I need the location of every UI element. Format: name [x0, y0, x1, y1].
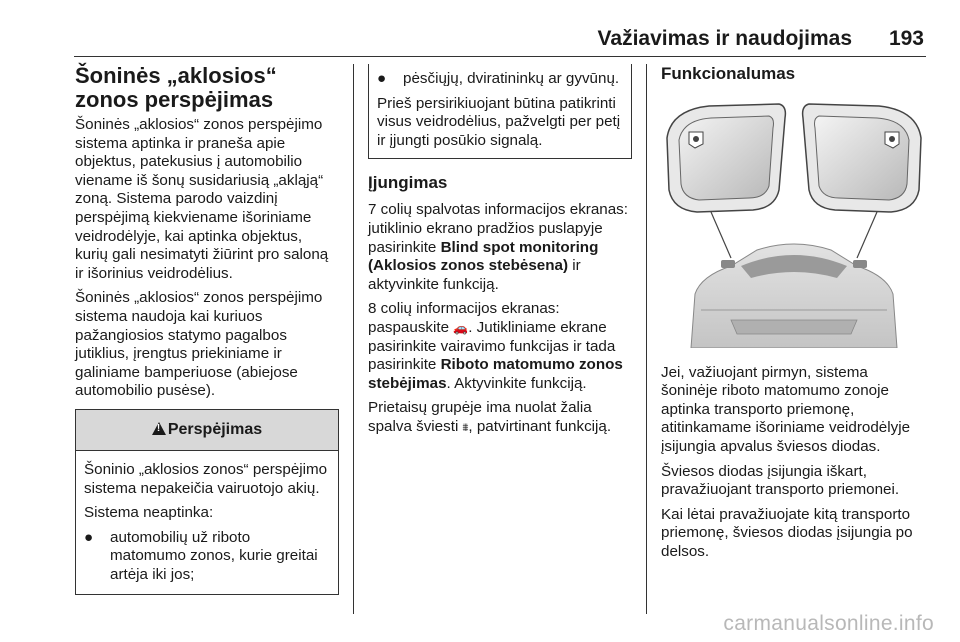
text-run: Prietaisų grupėje ima nuolat žalia spalva šviesti — [368, 399, 592, 435]
menu-label: Riboto matomumo zonos stebėjimas — [368, 356, 623, 392]
paragraph — [368, 300, 632, 393]
text-run: ir aktyvinkite funkciją. — [368, 257, 581, 293]
section-heading: Funkcionalumas — [661, 64, 796, 83]
paragraph — [368, 201, 632, 294]
right-mirror-icon — [803, 104, 921, 212]
watermark: carmanualsonline.info — [723, 612, 934, 635]
list-item — [84, 529, 330, 585]
column-divider-2 — [646, 64, 647, 614]
warning-body — [76, 451, 338, 595]
section-heading: Įjungimas — [368, 173, 448, 193]
paragraph: Sistema neaptinka: — [84, 504, 214, 522]
header-rule — [74, 56, 926, 57]
warning-triangle-icon — [152, 422, 166, 435]
text-run: . Jutikliniame ekrane pasirinkite vairavimo funkcijas ir tada pasirinkite — [368, 318, 616, 374]
page-number: 193 — [888, 27, 924, 50]
mirror-illustration — [661, 98, 927, 348]
paragraph: Šoninės „aklosios“ zonos perspėjimo sistema naudoja kai kuriuos pažangiosios statymo pagalbos jutiklius, įrengtus priekiniame ir galiniame bamperiuose (abiejose automobilio pusėse). — [75, 289, 323, 400]
column-divider-1 — [353, 64, 354, 614]
warning-continuation-box — [368, 64, 632, 159]
list-item — [377, 70, 623, 89]
blind-spot-icon: ⩩ — [462, 421, 469, 434]
paragraph: Kai lėtai pravažiuojate kitą transporto priemonę, šviesos diodas įsijungia po delsos. — [661, 505, 913, 560]
paragraph — [368, 399, 632, 437]
column-1 — [75, 64, 339, 595]
warning-title: Perspėjimas — [167, 420, 263, 438]
paragraph: Šoninio „aklosios zonos“ perspėjimo sistema nepakeičia vairuotojo akių. — [84, 460, 328, 497]
section-title: Šoninės „aklosios“ zonos perspėjimas — [75, 63, 277, 112]
car-icon — [691, 244, 897, 348]
paragraph: Prieš persirikiuojant būtina patikrinti visus veidrodėlius, pažvelgti per petį ir įjungti posūkio signalą. — [377, 94, 621, 149]
page-header — [0, 0, 960, 58]
warning-header — [76, 410, 338, 451]
header-title: Važiavimas ir naudojimas — [597, 27, 852, 50]
paragraph: Šviesos diodas įsijungia iškart, pravažiuojant transporto priemonei. — [661, 462, 900, 499]
bullet-icon: ● — [377, 70, 387, 87]
left-mirror-icon — [667, 104, 785, 212]
bullet-icon: ● — [84, 528, 94, 546]
text-run: . Aktyvinkite funkciją. — [446, 374, 587, 392]
list-item-text: automobilių už riboto matomumo zonos, kurie greitai artėja iki jos; — [110, 528, 318, 583]
text-run: 8 colių informacijos ekranas: paspauskite — [368, 300, 560, 336]
paragraph: Šoninės „aklosios“ zonos perspėjimo sistema aptinka ir praneša apie objektus, patekusius į automobilio viename iš šonų susidariusią „akląją“ zoną. Sistema parodo vaizdinį perspėjimą kiekviename išoriniame veidrodėlyje, kai aptinka objektus, kurių gali nesimatyti žiūrint pro saloną ir išorinius veidrodėlius. — [75, 116, 329, 282]
column-2 — [368, 64, 632, 444]
warning-box — [75, 409, 339, 596]
column-3 — [661, 64, 927, 568]
menu-label: Blind spot monitoring (Aklosios zonos stebėsena) — [368, 238, 599, 275]
text-run: 7 colių spalvotas informacijos ekranas: jutiklinio ekrano pradžios puslapyje pasirinkite — [368, 201, 628, 256]
car-icon: 🚗 — [453, 320, 469, 335]
text-run: , patvirtinant funkciją. — [468, 417, 612, 435]
paragraph: Jei, važiuojant pirmyn, sistema šoninėje riboto matomumo zonoje aptinka transporto priemonę, atitinkamame išoriniame veidrodėlyje įsijungia apvalus šviesos diodas. — [661, 363, 911, 455]
list-item-text: pėsčiųjų, dviratininkų ar gyvūnų. — [403, 70, 620, 87]
